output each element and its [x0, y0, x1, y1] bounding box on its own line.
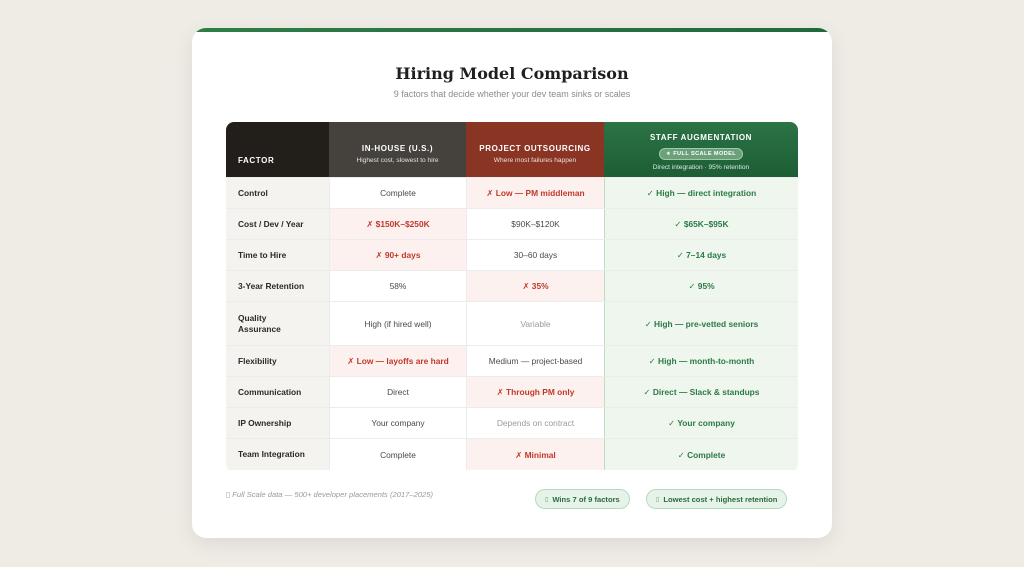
- outsourcing-cell: ✗ Through PM only: [466, 377, 604, 407]
- inhouse-cell: High (if hired well): [329, 302, 466, 345]
- table-row: [226, 301, 798, 345]
- table-row: [226, 438, 798, 470]
- table-row: [226, 270, 798, 301]
- lowest-cost-pill-label: Lowest cost + highest retention: [663, 494, 778, 504]
- staffaug-cell: ✓ Direct — Slack & standups: [604, 377, 798, 407]
- header-outsourcing-label: PROJECT OUTSOURCING: [479, 144, 591, 153]
- header-inhouse: [329, 122, 466, 177]
- staffaug-cell: ✓ High — month-to-month: [604, 346, 798, 376]
- header-inhouse-sub: Highest cost, slowest to hire: [356, 157, 439, 164]
- staffaug-cell: ✓ High — direct integration: [604, 178, 798, 208]
- outsourcing-cell: Variable: [466, 302, 604, 345]
- info-icon: ▯: [226, 490, 233, 499]
- comparison-card: [192, 28, 832, 538]
- source-text: Full Scale data — 500+ developer placements (2017–2025): [232, 490, 434, 499]
- factor-cell: Time to Hire: [226, 240, 329, 270]
- wins-pill-label: Wins 7 of 9 factors: [552, 494, 620, 504]
- factor-cell: Team Integration: [226, 439, 329, 470]
- staffaug-cell: ✓ 7–14 days: [604, 240, 798, 270]
- factor-cell: IP Ownership: [226, 408, 329, 438]
- staffaug-cell: ✓ $65K–$95K: [604, 209, 798, 239]
- inhouse-cell: 58%: [329, 271, 466, 301]
- factor-cell: Control: [226, 178, 329, 208]
- wins-pill[interactable]: [535, 489, 630, 509]
- table-row: [226, 208, 798, 239]
- inhouse-cell: Complete: [329, 178, 466, 208]
- outsourcing-cell: 30–60 days: [466, 240, 604, 270]
- card-accent-bar: [192, 28, 832, 32]
- table-row: [226, 345, 798, 376]
- table-row: [226, 177, 798, 208]
- comparison-table: [226, 122, 798, 472]
- staffaug-cell: ✓ 95%: [604, 271, 798, 301]
- inhouse-cell: Your company: [329, 408, 466, 438]
- table-row: [226, 239, 798, 270]
- outsourcing-cell: ✗ Minimal: [466, 439, 604, 470]
- inhouse-cell: ✗ Low — layoffs are hard: [329, 346, 466, 376]
- factor-cell: 3-Year Retention: [226, 271, 329, 301]
- header-factor: [226, 122, 329, 177]
- inhouse-cell: Complete: [329, 439, 466, 470]
- header-inhouse-label: IN-HOUSE (U.S.): [361, 144, 434, 153]
- outsourcing-cell: ✗ 35%: [466, 271, 604, 301]
- header-outsourcing-sub: Where most failures happen: [493, 157, 577, 164]
- trophy-icon: ▯: [545, 496, 549, 503]
- factor-cell: Communication: [226, 377, 329, 407]
- factor-cell: Quality Assurance: [226, 302, 329, 345]
- table-header: [226, 122, 798, 177]
- lowest-cost-pill[interactable]: [646, 489, 787, 509]
- tag-icon: ▯: [656, 496, 660, 503]
- table-row: [226, 376, 798, 407]
- outsourcing-cell: Depends on contract: [466, 408, 604, 438]
- inhouse-cell: ✗ $150K–$250K: [329, 209, 466, 239]
- header-staffaug-label: STAFF AUGMENTATION: [649, 133, 753, 142]
- full-scale-badge: ★ FULL SCALE MODEL: [659, 148, 743, 160]
- header-factor-label: FACTOR: [238, 156, 275, 165]
- source-note: [226, 490, 433, 499]
- outsourcing-cell: ✗ Low — PM middleman: [466, 178, 604, 208]
- header-outsourcing: [466, 122, 604, 177]
- outsourcing-cell: $90K–$120K: [466, 209, 604, 239]
- factor-cell: Flexibility: [226, 346, 329, 376]
- page-subtitle: 9 factors that decide whether your dev team sinks or scales: [393, 89, 631, 99]
- inhouse-cell: Direct: [329, 377, 466, 407]
- staffaug-cell: ✓ Complete: [604, 439, 798, 470]
- inhouse-cell: ✗ 90+ days: [329, 240, 466, 270]
- outsourcing-cell: Medium — project-based: [466, 346, 604, 376]
- factor-cell: Cost / Dev / Year: [226, 209, 329, 239]
- header-staffaug: [604, 122, 798, 177]
- table-row: [226, 407, 798, 438]
- header-staffaug-sub: Direct integration · 95% retention: [652, 164, 750, 171]
- staffaug-cell: ✓ High — pre-vetted seniors: [604, 302, 798, 345]
- staffaug-cell: ✓ Your company: [604, 408, 798, 438]
- page-title: Hiring Model Comparison: [395, 64, 629, 83]
